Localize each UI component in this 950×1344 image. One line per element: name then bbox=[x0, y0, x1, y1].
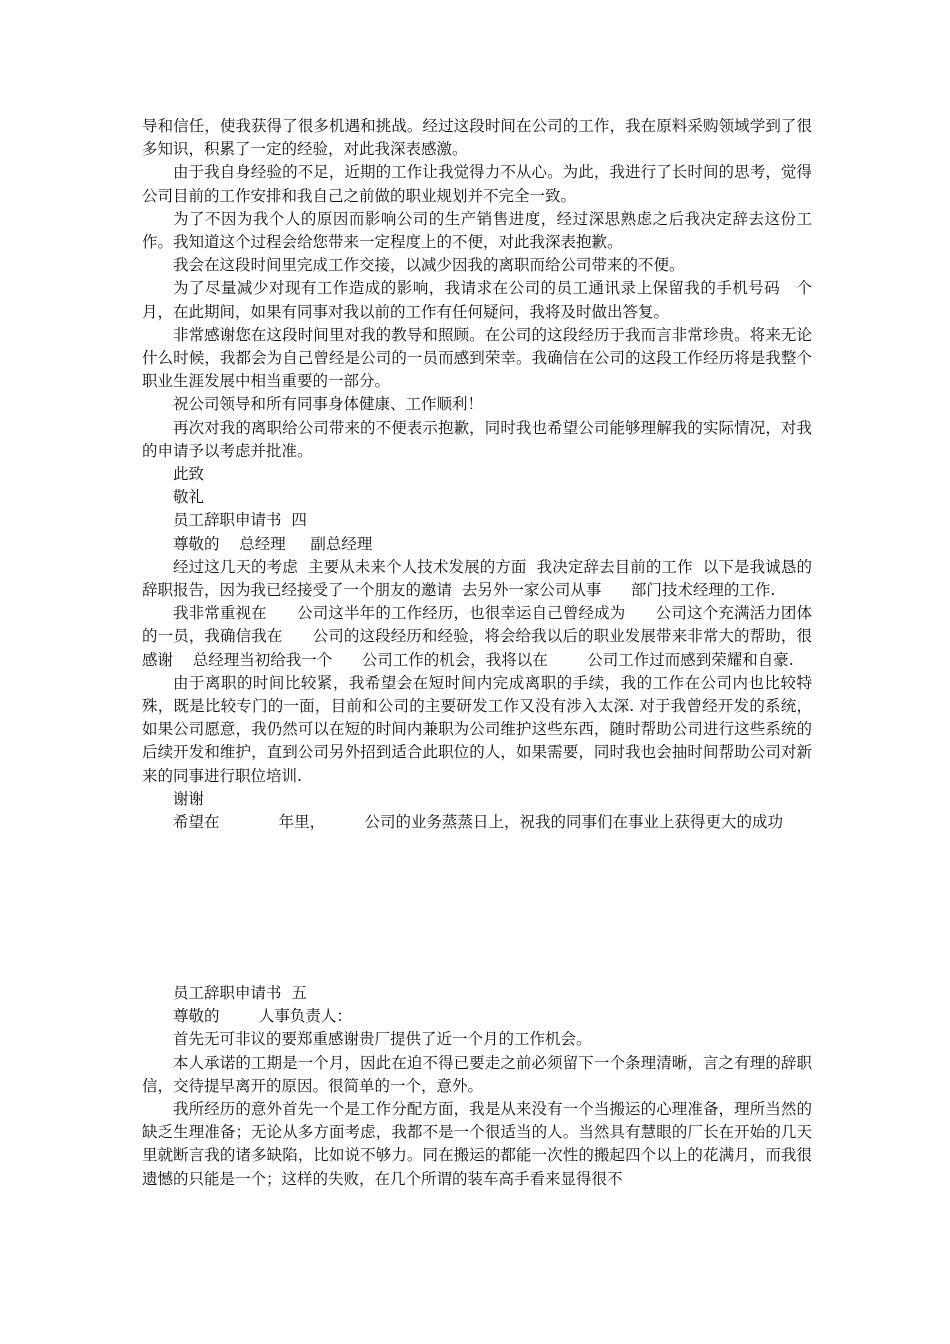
paragraph: 祝公司领导和所有同事身体健康、工作顺利！ bbox=[173, 395, 484, 414]
paragraph: 我非常重视在 公司这半年的工作经历，也很幸运自己曾经成为 公司这个充满活力团体的一员，我确信我在 公司的这段经历和经验，将会给我以后的职业发展带来非常大的帮助，很感谢 总经理当初给我一个 公司工作的机会，我将以在 公司工作过而感到荣耀和自豪. bbox=[142, 604, 812, 669]
closing-salutation: 此致 bbox=[173, 465, 205, 484]
paragraph: 为了尽量减少对现有工作造成的影响，我请求在公司的员工通讯录上保留我的手机号码 个月，在此期间，如果有同事对我以前的工作有任何疑问，我将及时做出答复。 bbox=[142, 279, 812, 321]
greeting: 尊敬的 人事负责人： bbox=[173, 1007, 352, 1026]
body-text-section-1 bbox=[142, 115, 812, 834]
paragraph: 希望在 年里， 公司的业务蒸蒸日上，祝我的同事们在事业上获得更大的成功 bbox=[173, 813, 784, 832]
paragraph: 由于离职的时间比较紧，我希望会在短时间内完成离职的手续，我的工作在公司内也比较特殊，既是比较专门的一面，目前和公司的主要研发工作又没有涉入太深. 对于我曾经开发的系统，如果公司愿意，我仍然可以在短的时间内兼职为公司维护这些东西，随时帮助公司进行这些系统的后续开发和维护，直到公司另外招到适合此职位的人，如果需要，同时我也会抽时间帮助公司对新来的同事进行职位培训. bbox=[142, 673, 812, 785]
section-heading: 员工辞职申请书 五 bbox=[173, 984, 307, 1002]
paragraph: 由于我自身经验的不足，近期的工作让我觉得力不从心。为此，我进行了长时间的思考，觉得公司目前的工作安排和我自己之前做的职业规划并不完全一致。 bbox=[142, 163, 812, 205]
paragraph: 我所经历的意外首先一个是工作分配方面，我是从来没有一个当搬运的心理准备，理所当然的缺乏生理准备；无论从多方面考虑，我都不是一个很适当的人。当然具有慧眼的厂长在开始的几天里就断言我的诸多缺陷，比如说不够力。同在搬运的都能一次性的搬起四个以上的花满月，而我很遗憾的只能是一个；这样的失败，在几个所谓的装车高手看来显得很不 bbox=[142, 1100, 812, 1188]
paragraph: 经过这几天的考虑 主要从未来个人技术发展的方面 我决定辞去目前的工作 以下是我诚恳的辞职报告，因为我已经接受了一个朋友的邀请 去另外一家公司从事 部门技术经理的工作. bbox=[142, 557, 812, 600]
paragraph: 本人承诺的工期是一个月，因此在迫不得已要走之前必须留下一个条理清晰，言之有理的辞职信，交待提早离开的原因。很简单的一个，意外。 bbox=[142, 1053, 812, 1095]
paragraph: 再次对我的离职给公司带来的不便表示抱歉，同时我也希望公司能够理解我的实际情况，对我的申请予以考虑并批准。 bbox=[142, 418, 812, 460]
paragraph: 导和信任，使我获得了很多机遇和挑战。经过这段时间在公司的工作，我在原料采购领域学到了很多知识，积累了一定的经验，对此我深表感激。 bbox=[142, 117, 812, 159]
closing-salutation: 敬礼 bbox=[173, 488, 205, 507]
paragraph: 我会在这段时间里完成工作交接，以减少因我的离职而给公司带来的不便。 bbox=[173, 256, 685, 275]
paragraph: 谢谢 bbox=[173, 789, 205, 808]
paragraph: 非常感谢您在这段时间里对我的教导和照顾。在公司的这段经历于我而言非常珍贵。将来无论什么时候，我都会为自己曾经是公司的一员而感到荣幸。我确信在公司的这段工作经历将是我整个职业生涯发展中相当重要的一部分。 bbox=[142, 325, 812, 391]
paragraph: 首先无可非议的要郑重感谢贵厂提供了近一个月的工作机会。 bbox=[173, 1030, 592, 1049]
paragraph: 为了不因为我个人的原因而影响公司的生产销售进度，经过深思熟虑之后我决定辞去这份工作。我知道这个过程会给您带来一定程度上的不便，对此我深表抱歉。 bbox=[142, 209, 812, 252]
body-text-section-2 bbox=[142, 982, 812, 1191]
section-heading: 员工辞职申请书 四 bbox=[173, 511, 307, 530]
greeting: 尊敬的 总经理 副总经理 bbox=[173, 534, 373, 553]
